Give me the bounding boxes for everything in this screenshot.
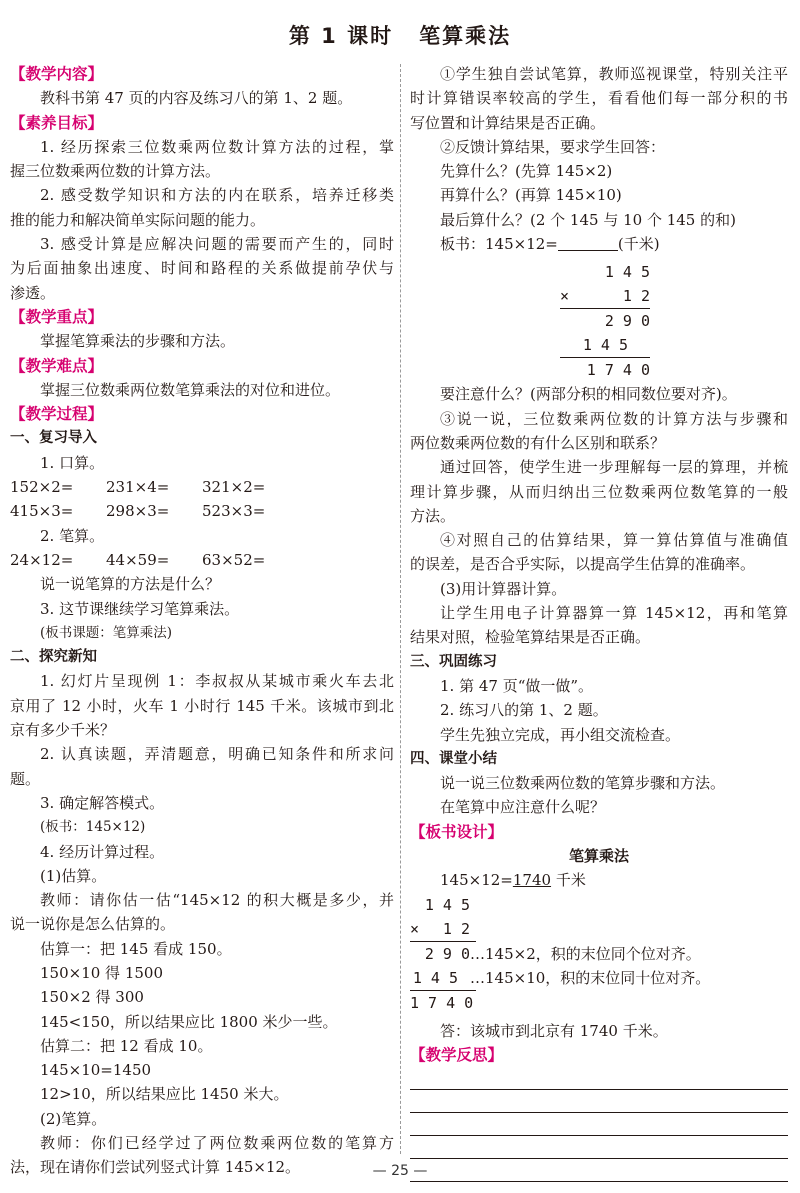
paragraph: 2. 认真读题，弄清题意，明确已知条件和所求问 (40, 745, 394, 764)
lesson-number: 第 1 课时 (288, 24, 394, 48)
paragraph: 教科书第 47 页的内容及练习八的第 1、2 题。 (40, 89, 353, 108)
paragraph: 说一说三位数乘两位数的笔算步骤和方法。 (440, 774, 726, 793)
product: 1 7 4 0 (586, 361, 650, 380)
ruled-line (410, 1090, 788, 1113)
paragraph: 最后算什么？(2 个 145 与 10 个 145 的和) (440, 210, 736, 229)
board-equation-text: 板书：145×12= (440, 235, 558, 254)
section-tag-process: 【教学过程】 (10, 405, 104, 424)
multiplicand: 1 4 5 (424, 895, 470, 914)
paragraph: 掌握三位数乘两位数笔算乘法的对位和进位。 (40, 380, 341, 399)
partial-product-1: 2 9 0 (604, 312, 650, 331)
bd-row (410, 942, 780, 966)
note: …145×10，积的末位同十位对齐。 (470, 968, 711, 987)
paragraph: 京用了 12 小时，火车 1 小时行 145 千米。该城市到北 (10, 696, 394, 715)
paragraph: 方法。 (410, 506, 456, 525)
paragraph: 2. 感受数学知识和方法的内在联系，培养迁移类 (40, 186, 394, 205)
bd-row (410, 893, 780, 917)
paragraph: 2. 笔算。 (40, 526, 105, 545)
board-design-equation (410, 868, 788, 892)
section-tag-content: 【教学内容】 (10, 65, 104, 83)
paragraph: 150×10 得 1500 (40, 963, 163, 982)
ruled-line (410, 1136, 788, 1159)
ruled-line (410, 1067, 788, 1090)
multiplier: 1 2 (442, 919, 470, 938)
section-tag-reflection: 【教学反思】 (410, 1045, 504, 1064)
board-note: (板书课题：笔算乘法) (40, 624, 173, 641)
product: 1 7 4 0 (410, 993, 474, 1012)
note: …145×2，积的末位同个位对齐。 (470, 944, 701, 963)
paragraph: 在笔算中应注意什么呢？ (440, 798, 606, 817)
answer-blank (558, 234, 618, 251)
paragraph: 答：该城市到北京有 1740 千米。 (440, 1021, 668, 1040)
paragraph: 理计算步骤，从而归纳出三位数乘两位数笔算的一般 (410, 482, 788, 501)
section-tag-key: 【教学重点】 (10, 307, 104, 326)
lesson-topic: 笔算乘法 (419, 24, 512, 48)
paragraph: 学生先独立完成，再小组交流检查。 (440, 725, 681, 744)
paragraph: 结果对照，检验笔算结果是否正确。 (410, 628, 651, 647)
exercise: 152×2= (10, 478, 74, 497)
times-sign: × (560, 287, 570, 306)
times-sign: × (410, 919, 420, 938)
board-vertical-calculation (410, 893, 780, 1015)
column-divider (400, 64, 401, 1154)
exercise: 24×12= (10, 550, 74, 569)
exercise: 523×3= (202, 502, 266, 521)
paragraph: 时计算错误率较高的学生，看看他们每一部分积的书 (410, 89, 788, 108)
paragraph: 通过回答，使学生进一步理解每一层的算理，并梳 (440, 458, 788, 477)
paragraph: 4. 经历计算过程。 (40, 842, 165, 861)
paragraph: 说一说你是怎么估算的。 (10, 915, 176, 934)
paragraph: 3. 这节课继续学习笔算乘法。 (40, 599, 240, 618)
paragraph: 两位数乘两位数的有什么区别和联系？ (410, 433, 666, 452)
bd-row (410, 917, 780, 941)
exercise: 321×2= (202, 478, 266, 497)
section-tag-difficulty: 【教学难点】 (10, 356, 104, 375)
paragraph: 3. 感受计算是应解决问题的需要而产生的，同时 (40, 235, 394, 254)
section-heading: 四、课堂小结 (410, 750, 497, 767)
ruled-line (410, 1113, 788, 1136)
paragraph: 1. 幻灯片呈现例 1：李叔叔从某城市乘火车去北 (40, 672, 394, 691)
paragraph: 写位置和计算结果是否正确。 (410, 113, 606, 132)
section-heading: 三、巩固练习 (410, 653, 497, 670)
partial-product-1: 2 9 0 (424, 944, 470, 963)
paragraph: 渗透。 (10, 283, 56, 302)
paragraph: 1. 口算。 (40, 453, 105, 472)
right-column (410, 62, 788, 1182)
paragraph: 的误差，是否合乎实际，以提高学生估算的准确率。 (410, 555, 756, 574)
paragraph: (3)用计算器计算。 (440, 579, 567, 598)
equation: 145×12= (440, 871, 513, 890)
paragraph: 1. 经历探索三位数乘两位数计算方法的过程，掌 (40, 137, 394, 156)
multiplier-row (560, 284, 650, 308)
paragraph: 让学生用电子计算器算一算 145×12，再和笔算 (440, 604, 788, 623)
paragraph: 推的能力和解决简单实际问题的能力。 (10, 210, 266, 229)
paragraph: 估算一：把 145 看成 150。 (40, 939, 232, 958)
paragraph: 掌握笔算乘法的步骤和方法。 (40, 332, 236, 351)
paragraph: 法，现在请你们尝试列竖式计算 145×12。 (10, 1158, 301, 1177)
oral-row (10, 475, 394, 499)
board-design-title: 笔算乘法 (568, 847, 629, 866)
paragraph: 12>10，所以结果应比 1450 米大。 (40, 1085, 289, 1104)
paragraph: ②反馈计算结果，要求学生回答： (440, 137, 666, 156)
paragraph: (1)估算。 (40, 866, 107, 885)
section-tag-board-design: 【板书设计】 (410, 822, 504, 841)
page-number: — 25 — (372, 1163, 428, 1179)
section-heading: 二、探究新知 (10, 649, 97, 666)
paragraph: 题。 (10, 769, 41, 788)
paragraph: ①学生独自尝试笔算，教师巡视课堂，特别关注平 (440, 65, 788, 83)
paragraph: 150×2 得 300 (40, 988, 144, 1007)
paragraph: 145×10=1450 (40, 1061, 152, 1080)
exercise: 298×3= (106, 502, 170, 521)
paragraph: 145<150，所以结果应比 1800 米少一些。 (40, 1012, 338, 1031)
written-row (10, 548, 394, 572)
page-title (0, 20, 800, 50)
bd-row (410, 966, 780, 990)
section-heading: 一、复习导入 (10, 430, 97, 447)
paragraph: 京有多少千米？ (10, 721, 116, 740)
paragraph: 3. 确定解答模式。 (40, 793, 165, 812)
paragraph: 先算什么？(先算 145×2) (440, 162, 613, 181)
paragraph: 再算什么？(再算 145×10) (440, 186, 622, 205)
paragraph: ③说一说，三位数乘两位数的计算方法与步骤和 (440, 409, 788, 428)
paragraph: 教师：你们已经学过了两位数乘两位数的笔算方 (40, 1134, 394, 1153)
bd-row (410, 991, 780, 1015)
answer-value: 1740 (512, 871, 552, 890)
paragraph: 2. 练习八的第 1、2 题。 (440, 701, 608, 720)
paragraph: 估算二：把 12 看成 10。 (40, 1036, 213, 1055)
paragraph: 要注意什么？(两部分积的相同数位要对齐)。 (440, 385, 737, 404)
oral-row (10, 499, 394, 523)
board-unit: (千米) (617, 235, 660, 254)
paragraph: 1. 第 47 页“做一做”。 (440, 676, 594, 695)
paragraph: ④对照自己的估算结果，算一算估算值与准确值 (440, 531, 788, 550)
partial-product-2: 1 4 5 (582, 336, 628, 355)
board-note: (板书：145×12) (40, 819, 146, 836)
exercise: 63×52= (202, 550, 266, 569)
unit: 千米 (555, 871, 586, 890)
multiplier: 1 2 (622, 287, 650, 306)
board-equation (410, 232, 788, 256)
vertical-calculation (560, 260, 650, 382)
paragraph: 说一说笔算的方法是什么？ (40, 575, 221, 594)
exercise: 415×3= (10, 502, 74, 521)
exercise: 44×59= (106, 550, 170, 569)
left-column (10, 62, 394, 1180)
multiplicand: 1 4 5 (604, 263, 650, 282)
paragraph: 握三位数乘两位数的计算方法。 (10, 162, 221, 181)
exercise: 231×4= (106, 478, 170, 497)
partial-product-2: 1 4 5 (412, 968, 458, 987)
paragraph: (2)笔算。 (40, 1109, 107, 1128)
paragraph: 教师：请你估一估“145×12 的积大概是多少，并 (40, 891, 394, 910)
paragraph: 为后面抽象出速度、时间和路程的关系做提前孕伏与 (10, 259, 394, 278)
section-tag-goals: 【素养目标】 (10, 113, 104, 132)
